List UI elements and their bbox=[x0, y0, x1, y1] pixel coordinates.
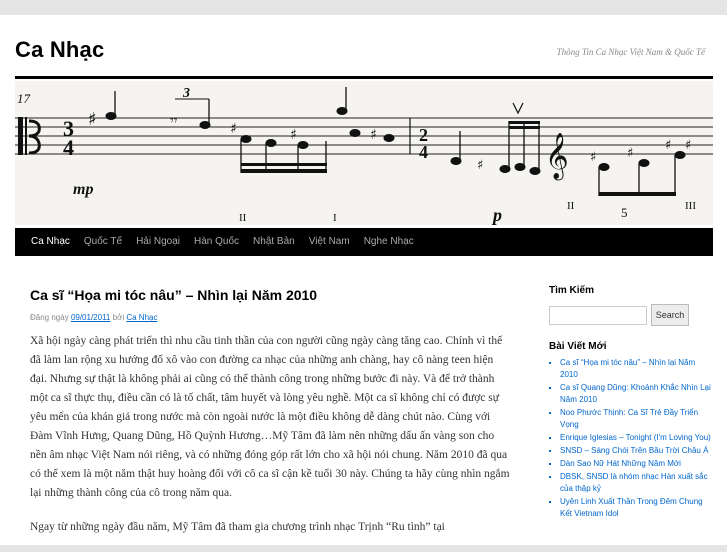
recent-posts-list bbox=[549, 357, 714, 520]
nav-item-viet-nam[interactable]: Việt Nam bbox=[308, 236, 350, 247]
meta-prefix: Đăng ngày bbox=[30, 313, 69, 322]
site-description: Thông Tin Ca Nhạc Việt Nam & Quốc Tế bbox=[556, 47, 705, 57]
recent-post-link[interactable]: ▪ Ca sĩ Quang Dũng: Khoảnh Khắc Nhìn Lại Năm 2010 bbox=[560, 382, 714, 407]
svg-text:♯: ♯ bbox=[88, 109, 97, 130]
main-content bbox=[30, 287, 510, 552]
svg-text:♯: ♯ bbox=[627, 146, 634, 161]
header-divider bbox=[15, 76, 713, 79]
search-form bbox=[549, 304, 714, 326]
recent-post-link[interactable]: ▪ Enrique Iglesias – Tonight (I'm Loving You) bbox=[560, 432, 714, 444]
sidebar bbox=[549, 285, 714, 521]
svg-text:♯: ♯ bbox=[290, 127, 297, 143]
svg-text:♯: ♯ bbox=[685, 138, 692, 153]
svg-text:♯: ♯ bbox=[665, 138, 672, 153]
numeral-5: 5 bbox=[621, 205, 628, 220]
time-signature-top: 3 bbox=[63, 116, 74, 141]
time-signature-2-top: 2 bbox=[419, 125, 428, 145]
search-widget-title: Tìm Kiếm bbox=[549, 285, 595, 296]
roman-numeral-ii-b: II bbox=[567, 200, 575, 212]
meta-by: bởi bbox=[112, 313, 125, 322]
measure-number: 17 bbox=[17, 91, 30, 106]
header-banner-image bbox=[15, 81, 713, 225]
nav-item-quoc-te[interactable]: Quốc Tế bbox=[83, 236, 123, 247]
post-paragraph: Ngay từ những ngày đầu năm, Mỹ Tâm đã tham gia chương trình nhạc Trịnh “Ru tình” tại bbox=[30, 521, 445, 533]
svg-text:𝄾𝄾: 𝄾𝄾 bbox=[170, 113, 178, 129]
post-author-link[interactable]: Ca Nhạc bbox=[126, 313, 158, 322]
svg-text:♯: ♯ bbox=[477, 158, 484, 173]
search-button[interactable]: Search bbox=[651, 304, 689, 326]
recent-post-link[interactable]: ▪ Uyên Linh Xuất Thần Trong Đêm Chung Kết Vietnam Idol bbox=[560, 496, 714, 521]
sheet-music-illustration bbox=[15, 81, 713, 225]
roman-numeral-i: I bbox=[333, 212, 337, 224]
nav-item-ca-nhac[interactable]: Ca Nhạc bbox=[31, 236, 70, 247]
page bbox=[0, 15, 727, 545]
roman-numeral-iii: III bbox=[685, 200, 696, 212]
nav-item-nghe-nhac[interactable]: Nghe Nhạc bbox=[363, 236, 414, 247]
recent-post-link[interactable]: ▪ DBSK, SNSD là nhóm nhạc Hàn xuất sắc của thập kỷ bbox=[560, 471, 714, 496]
roman-numeral-ii: II bbox=[239, 212, 247, 224]
nav-item-han-quoc[interactable]: Hàn Quốc bbox=[194, 236, 240, 247]
dynamic-p: p bbox=[493, 205, 502, 225]
recent-post-link[interactable]: ▪ Ca sĩ “Họa mi tóc nâu” – Nhìn lại Năm 2010 bbox=[560, 357, 714, 382]
recent-posts-title: Bài Viết Mới bbox=[549, 341, 607, 352]
recent-post-link[interactable]: ▪ Dàn Sao Nữ Hát Những Năm Mới bbox=[560, 458, 714, 470]
nav-item-hai-ngoai[interactable]: Hải Ngoại bbox=[136, 236, 180, 247]
time-signature-bottom: 4 bbox=[63, 135, 74, 160]
recent-post-link[interactable]: ▪ SNSD – Sáng Chói Trên Bầu Trời Châu Á bbox=[560, 445, 714, 457]
svg-text:♯: ♯ bbox=[370, 127, 377, 143]
triplet-marking: 3 bbox=[183, 86, 190, 101]
nav-item-nhat-ban[interactable]: Nhật Bản bbox=[253, 236, 295, 247]
svg-text:♯: ♯ bbox=[230, 121, 237, 137]
main-navigation bbox=[15, 228, 713, 256]
treble-clef-icon: 𝄞 bbox=[545, 133, 569, 179]
post-meta bbox=[30, 313, 510, 322]
post-date-link[interactable]: 09/01/2011 bbox=[70, 313, 111, 322]
post-paragraph: Xã hội ngày càng phát triển thì nhu cầu tinh thần của con người cũng ngày càng tăng cao. Chính vì thế đã làm lan rộng xu hướng đổ xô vào con đường ca nhạc của những anh chàng, hay cô nàng teen hiện đại. Nhưng sự thật là không phải ai cũng có thể thành công trong những bước đi này. Và để trở thành một ca sĩ thực thụ, điều cần có là tố chất, tâm huyết và lòng yêu nghề. Một ca sĩ không chỉ có được sự yêu mến của khán giả trong nước mà còn ngoài nước là một điều không dễ dàng chút nào. Cùng với Đàm Vĩnh Hưng, Quang Dũng, Hồ Quỳnh Hương…Mỹ Tâm đã làm nên những dấu ấn vàng son cho nền âm nhạc Việt Nam nói riêng, và có những đóng góp rất lớn cho xã hội nói chung. Năm 2010 đã qua có thể xem là một năm thật huy hoàng đối với cô ca sĩ cận kề tuổi 30 này. Chúng ta hãy cùng nhìn ngắm lại những thành công của cô trong năm qua. bbox=[30, 335, 510, 499]
recent-post-link[interactable]: ▪ Noo Phước Thịnh: Ca Sĩ Trẻ Đầy Triển Vọng bbox=[560, 407, 714, 432]
dynamic-mp: mp bbox=[73, 181, 94, 198]
search-input[interactable] bbox=[549, 306, 647, 325]
post-title[interactable]: Ca sĩ “Họa mi tóc nâu” – Nhìn lại Năm 2010 bbox=[30, 287, 318, 303]
site-title[interactable]: Ca Nhạc bbox=[15, 37, 105, 62]
time-signature-2-bottom: 4 bbox=[419, 142, 428, 162]
post-body bbox=[30, 332, 510, 537]
svg-text:♯: ♯ bbox=[590, 150, 597, 165]
